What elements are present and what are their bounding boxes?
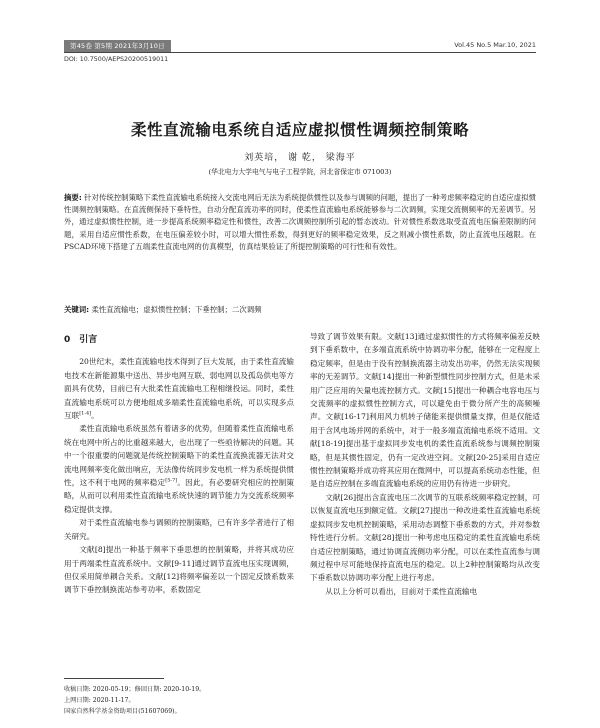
journal-volume-badge: 第45卷 第5期 2021年3月10日 — [64, 40, 171, 53]
citation-ref: [1-4] — [79, 410, 92, 417]
footnote-fund: 国家自然科学基金资助项目(51607069)。 — [64, 708, 181, 715]
paragraph: 对于柔性直流输电参与调频的控制策略，已有许多学者进行了相关研究。 — [64, 518, 294, 541]
footnote-received: 收稿日期: 2020-05-19；修回日期: 2020-10-19。 — [64, 686, 206, 693]
keywords-text: 柔性直流输电；虚拟惯性控制；下垂控制；二次调频 — [89, 305, 262, 314]
authors: 刘英培， 谢 乾， 梁海平 — [244, 153, 356, 163]
section-heading-introduction: 0 引言 — [64, 335, 98, 345]
paragraph-text: 柔性直流输电系统虽然有着诸多的优势，但随着柔性直流输电系统在电网中所占的比重越来越大，也出现了一些亟待解决的问题。其中一个很重要的问题就是传统控制策略下的柔性直流换流器无法对交流电网频率变化做出响应，无法像传统同步发电机一样为系统提供惯性，这不利于电网的频率稳定 — [64, 424, 294, 488]
paper-title: 柔性直流输电系统自适应虚拟惯性调频控制策略 — [130, 121, 470, 139]
paragraph-text: 。因此，有必要研究相应的控制策略，从而可以利用柔性直流输电系统快速的调节能力为交流系统频率稳定提供支撑。 — [64, 478, 295, 514]
paragraph: 从以上分析可以看出，目前对于柔性直流输电 — [325, 586, 478, 596]
header-rule — [64, 52, 536, 53]
paragraph-text: 20世纪末，柔性直流输电技术得到了巨大发展，由于柔性直流输电技术在新能源集中送出、异步电网互联、弱电网以及孤岛供电等方面具有优势，目前已有大批柔性直流输电工程相继投运。同时，柔性直流输电系统可以方便地组成多端柔性直流输电系统，可以实现多点互联 — [64, 357, 294, 421]
footnote-rule — [64, 678, 164, 679]
left-column — [64, 330, 294, 597]
footnotes — [64, 684, 294, 717]
right-column — [310, 330, 540, 598]
paragraph: 导致了调节效果有限。文献[13]通过虚拟惯性的方式将频率偏差反映到下垂系数中，在多端直流系统中协调功率分配，能够在一定程度上稳定频率，但是由于没有控制换流器主动发出功率，仍然无法实现频率的无差调节。文献[14]提出一种新型惯性同步控制方式，但是未采用广泛应用的矢量电流控制方式。文献[15]提出一种耦合电容电压与交流频率的虚拟惯性控制方式，可以避免由于微分所产生的高频噪声。文献[16-17]利用风力机转子储能来提供惯量支撑，但是仅能适用于含风电场并网的系统中，对于一般多端直流输电系统不适用。文献[18-19]提出基于虚拟同步发电机的柔性直流系统参与调频控制策略，但是其惯性固定，仍有一定改进空间。文献[20-25]采用自适应惯性控制策略并成功将其应用在微网中，可以提高系统动态性能，但是自适应控制在多端直流输电系统的应用仍有待进一步研究。 — [310, 332, 540, 489]
footnote-online: 上网日期: 2020-11-17。 — [64, 697, 135, 704]
abstract-text: 针对传统控制策略下柔性直流输电系统接入交流电网后无法为系统提供惯性以及参与调频的问题，提出了一种考虑频率稳定的自适应虚拟惯性调频控制策略。在直流侧保持下垂特性，自动分配直流功率的同时，使柔性直流输电系统能够参与二次调频，实现交流侧频率的无差调节。另外，通过虚拟惯性控制，进一步提高系统频率稳定性和惯性，改善二次调频控制所引起的暂态波动。针对惯性系数选取受直流电压偏差限制的问题，采用自适应惯性系数，在电压偏差较小时，可以增大惯性系数，得到更好的频率稳定效果，反之则减小惯性系数，防止直流电压越限。在PSCAD环境下搭建了五端柔性直流电网的仿真模型，仿真结果验证了所提控制策略的可行性和有效性。 — [64, 193, 536, 251]
citation-ref: [5-7] — [165, 477, 178, 484]
keywords — [64, 304, 536, 316]
affiliation: (华北电力大学电气与电子工程学院，河北省保定市 071003) — [208, 168, 392, 176]
paragraph: 文献[8]提出一种基于频率下垂思想的控制策略，并将其成功应用于两端柔性直流系统中。文献[9-11]通过调节直流电压实现调频，但仅采用简单耦合关系。文献[12]将频率偏差以一个固定反馈系数来调节下垂控制换流站参考功率，系数固定 — [64, 545, 294, 595]
paragraph — [64, 355, 294, 422]
doi: DOI: 10.7500/AEPS20200519011 — [64, 56, 169, 63]
journal-volume-english: Vol.45 No.5 Mar.10, 2021 — [454, 41, 536, 49]
abstract-label: 摘要: — [64, 193, 82, 202]
paragraph: 文献[26]提出含直流电压二次调节的互联系统频率稳定控制，可以恢复直流电压到额定值。文献[27]提出一种改进柔性直流输电系统虚拟同步发电机控制策略，采用动态调整下垂系数的方式，并对参数特性进行分析。文献[28]提出一种考虑电压稳定的柔性直流输电系统自适应控制策略，通过协调直流侧功率分配，可以在柔性直流参与调频过程中尽可能地保持直流电压的稳定。以上2种控制策略均从改变下垂系数以协调功率分配上进行考虑。 — [310, 492, 540, 583]
keywords-label: 关键词: — [64, 305, 90, 314]
paragraph — [64, 422, 294, 516]
abstract — [64, 192, 536, 253]
paragraph-text: 。 — [91, 411, 99, 421]
